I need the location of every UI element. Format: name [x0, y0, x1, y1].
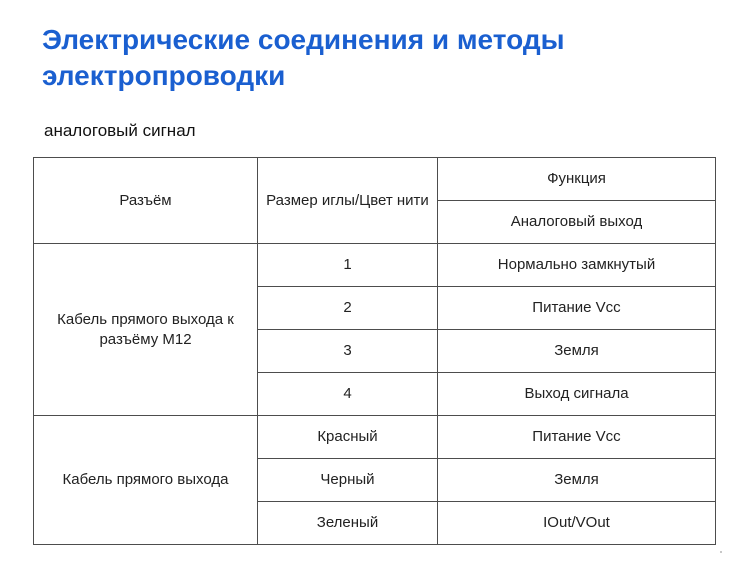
function-cell: IOut/VOut [438, 502, 716, 545]
function-cell: Питание Vcc [438, 416, 716, 459]
function-cell: Питание Vcc [438, 287, 716, 330]
function-cell: Земля [438, 459, 716, 502]
function-cell: Выход сигнала [438, 373, 716, 416]
pin-cell: Черный [258, 459, 438, 502]
pin-cell: 1 [258, 244, 438, 287]
pin-cell: Красный [258, 416, 438, 459]
header-function-sub: Аналоговый выход [438, 201, 716, 244]
wiring-table [33, 157, 716, 545]
pin-cell: 4 [258, 373, 438, 416]
corner-dot [720, 551, 722, 553]
function-cell: Земля [438, 330, 716, 373]
header-function: Функция [438, 158, 716, 201]
group1-label: Кабель прямого выхода к разъёму M12 [34, 244, 258, 416]
table-header-row [34, 158, 716, 201]
pin-cell: Зеленый [258, 502, 438, 545]
header-connector: Разъём [34, 158, 258, 244]
page-title: Электрические соединения и методы электропроводки [42, 24, 565, 91]
section-subtitle: аналоговый сигнал [44, 121, 196, 140]
pin-cell: 2 [258, 287, 438, 330]
pin-cell: 3 [258, 330, 438, 373]
table-row [34, 244, 716, 287]
table-row [34, 416, 716, 459]
function-cell: Нормально замкнутый [438, 244, 716, 287]
group2-label: Кабель прямого выхода [34, 416, 258, 545]
header-pin: Размер иглы/Цвет нити [258, 158, 438, 244]
